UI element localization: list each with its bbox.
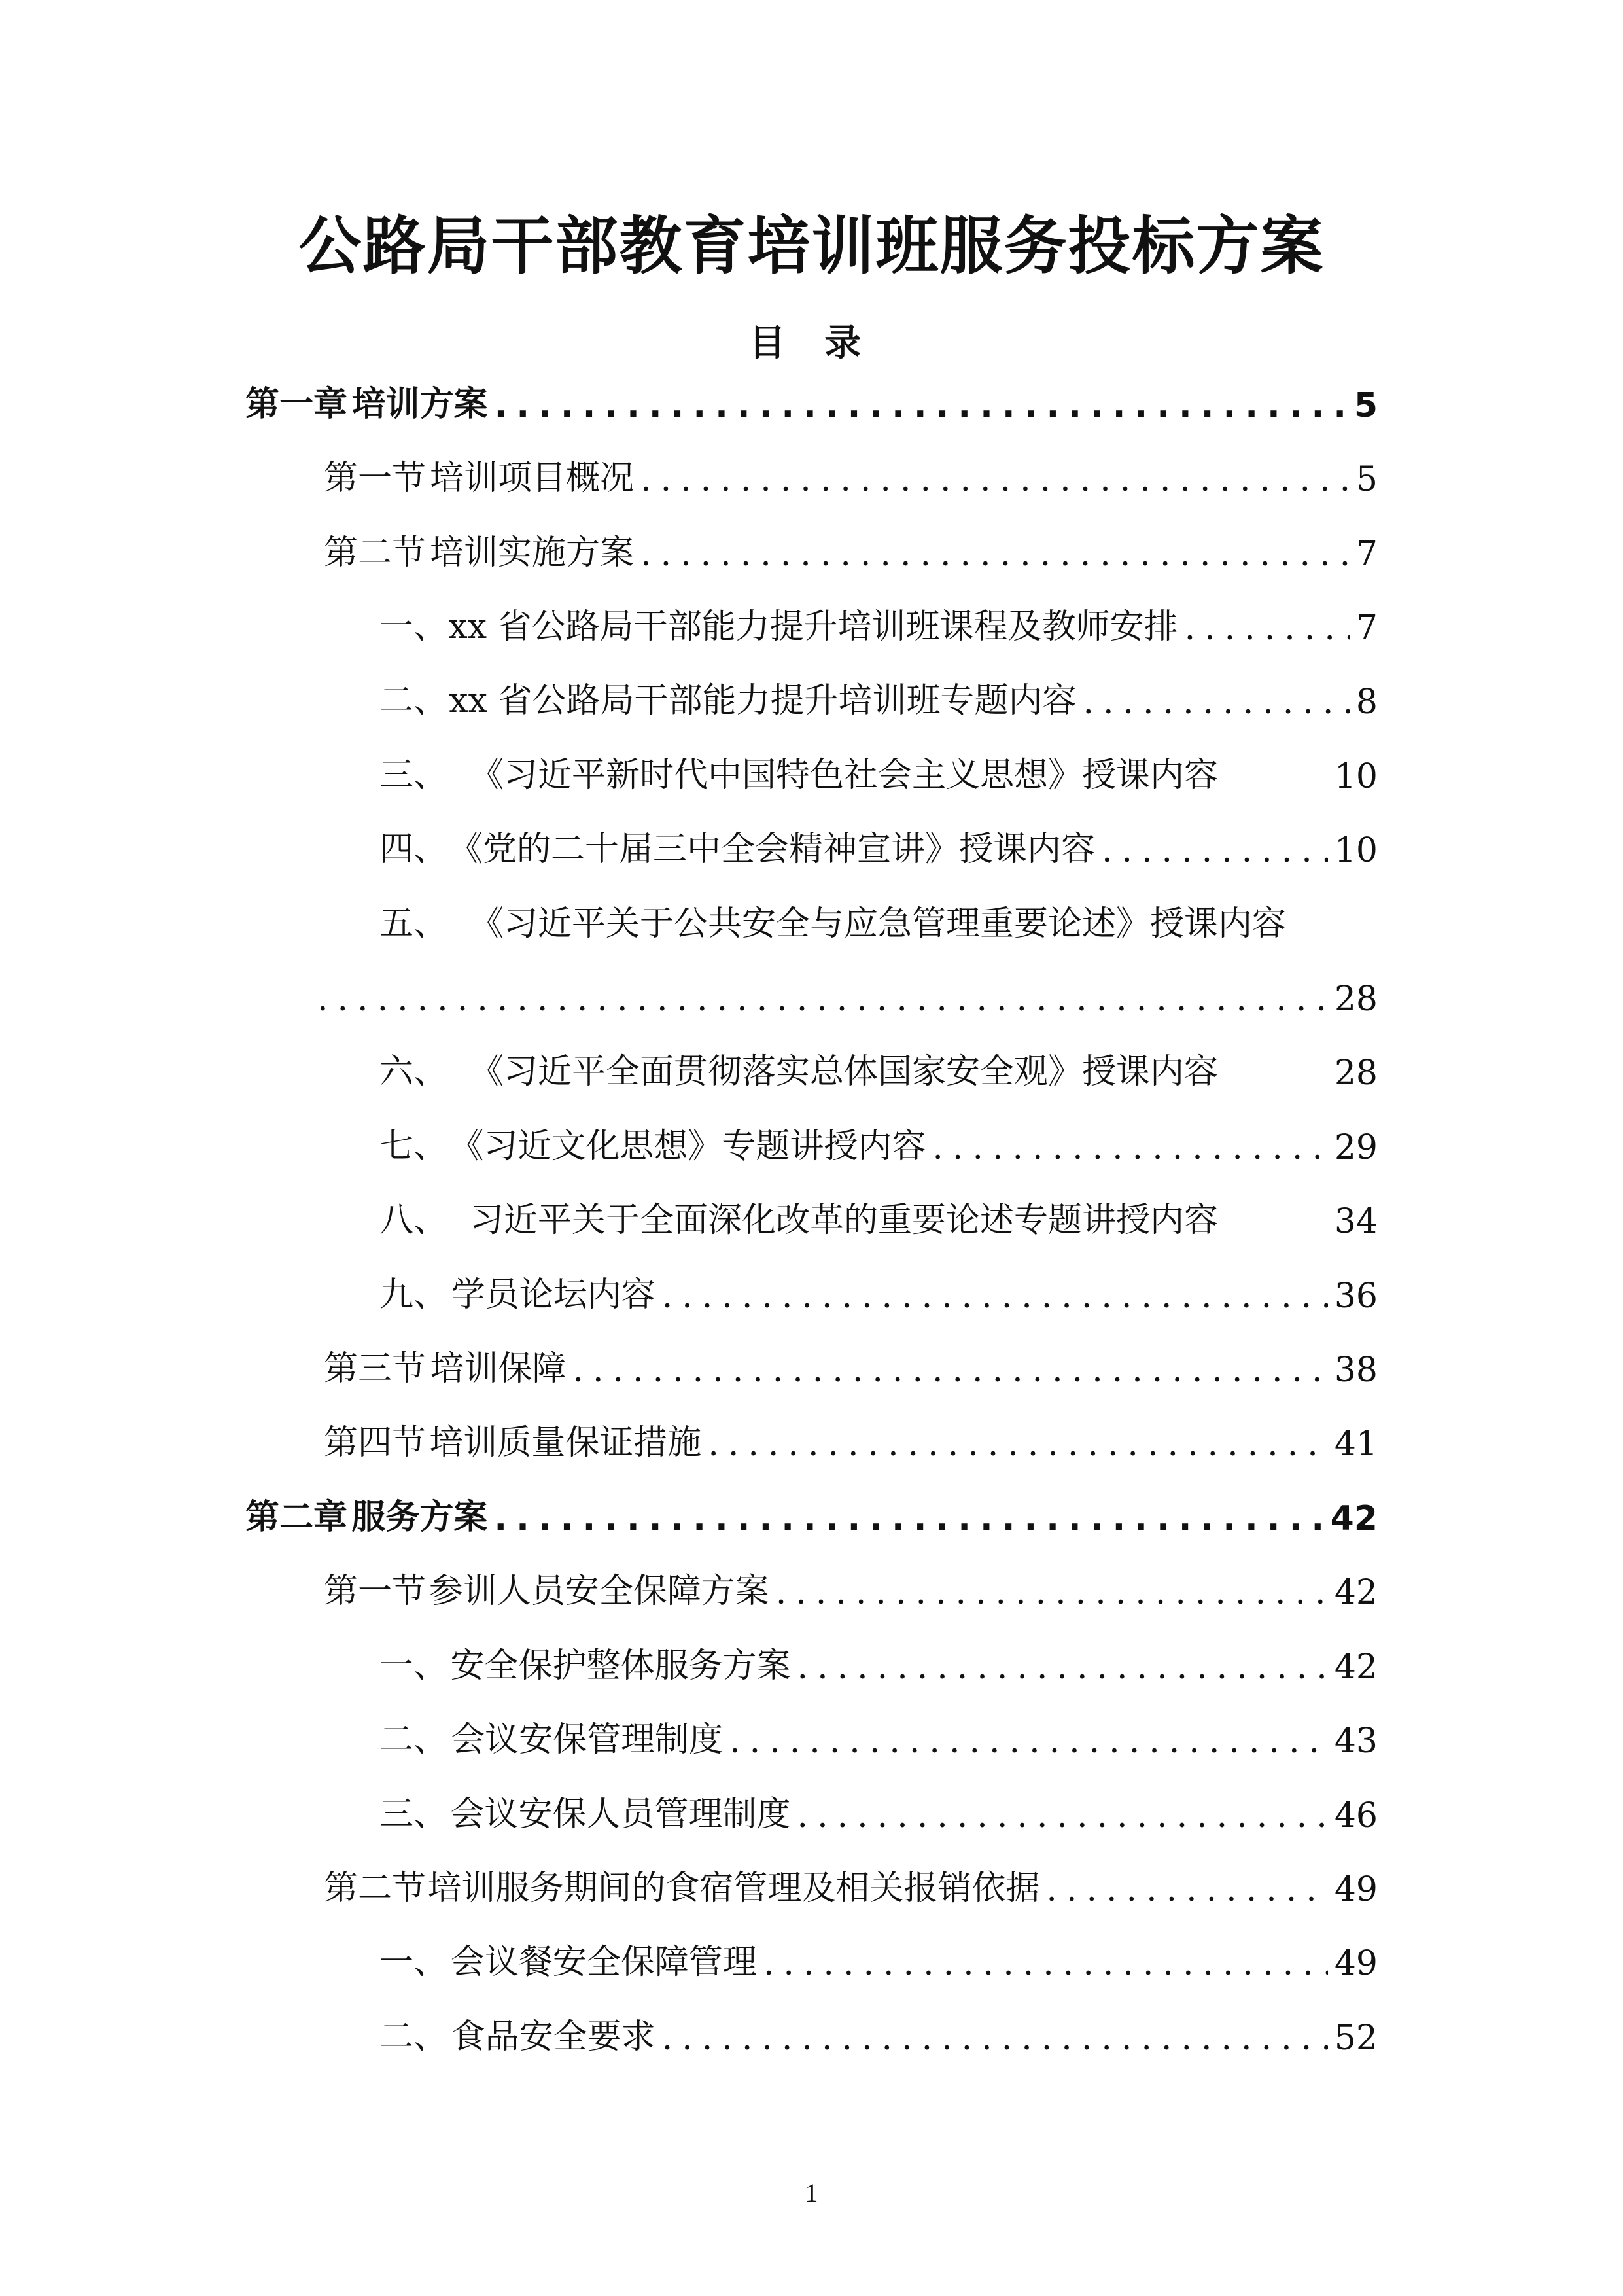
- toc-page-number: 29: [1334, 1128, 1378, 1167]
- toc-entry-chapter-1[interactable]: 第一章 培训方案 ..... 5: [245, 373, 1378, 425]
- page-number-footer: 1: [805, 2178, 818, 2208]
- toc-heading: 目 录: [748, 322, 875, 364]
- toc-page-number: 49: [1334, 1870, 1378, 1909]
- dot-leader: [494, 1499, 1323, 1538]
- toc-entry-item[interactable]: 七、 《习近文化思想》专题讲授内容 ..... 29: [379, 1115, 1378, 1167]
- document-title: 公路局干部教育培训班服务投标方案: [298, 209, 1325, 283]
- toc-entry-item[interactable]: 三、 会议安保人员管理制度 ..... 46: [379, 1783, 1378, 1835]
- toc-page-number: 43: [1334, 1722, 1378, 1761]
- toc-page-number: 7: [1355, 535, 1378, 574]
- toc-page-number: 36: [1334, 1277, 1378, 1316]
- dot-leader: [640, 535, 1350, 574]
- toc-page-number: 10: [1334, 831, 1378, 870]
- dot-leader: [729, 1722, 1328, 1761]
- dot-leader: [763, 1944, 1328, 1983]
- toc-entry-item[interactable]: 一、 xx 省公路局干部能力提升培训班课程及教师安排 ..... 7: [379, 595, 1378, 648]
- dot-leader: [776, 1573, 1328, 1612]
- toc-page-number: 42: [1334, 1573, 1378, 1612]
- toc-entry-item[interactable]: 一、 会议餐安全保障管理 ..... 49: [379, 1931, 1378, 1983]
- toc-entry-section[interactable]: 第四节 培训质量保证措施 ..... 41: [324, 1411, 1378, 1464]
- toc-entry-chapter-2[interactable]: 第二章 服务方案 ..... 42: [245, 1486, 1378, 1538]
- toc-page-number: 46: [1334, 1796, 1378, 1835]
- dot-leader: [572, 1351, 1327, 1390]
- toc-page-number: 41: [1334, 1424, 1378, 1464]
- toc-entry-item[interactable]: 八、 习近平关于全面深化改革的重要论述专题讲授内容 34: [379, 1201, 1378, 1241]
- toc-page-number: 28: [1334, 1053, 1378, 1093]
- dot-leader: [662, 1277, 1328, 1316]
- toc-entry-section[interactable]: 第一节 参训人员安全保障方案 ..... 42: [324, 1560, 1378, 1612]
- toc-entry-item[interactable]: 九、 学员论坛内容 ..... 36: [379, 1263, 1378, 1316]
- toc-page-number: 28: [1334, 980, 1378, 1019]
- toc-entry-item[interactable]: 二、 食品安全要求 ..... 52: [379, 2005, 1378, 2058]
- dot-leader: [495, 386, 1348, 425]
- toc-entry-section[interactable]: 第三节 培训保障 ..... 38: [324, 1337, 1378, 1390]
- dot-leader: [708, 1424, 1328, 1464]
- toc-page-number: 10: [1334, 757, 1378, 796]
- dot-leader: [797, 1648, 1328, 1687]
- dot-leader: [662, 2019, 1328, 2058]
- toc-page-number: 38: [1334, 1351, 1378, 1390]
- toc-entry-section[interactable]: 第二节 培训服务期间的食宿管理及相关报销依据 ..... 49: [324, 1857, 1378, 1909]
- toc-entry-item[interactable]: 二、 xx 省公路局干部能力提升培训班专题内容 ..... 8: [379, 669, 1378, 722]
- toc-entry-item[interactable]: 六、 《习近平全面贯彻落实总体国家安全观》授课内容 28: [379, 1052, 1378, 1093]
- toc-entry-item[interactable]: 五、 《习近平关于公共安全与应急管理重要论述》授课内容: [379, 904, 1287, 944]
- toc-page-number: 5: [1353, 386, 1378, 425]
- toc-page-number: 7: [1355, 609, 1378, 648]
- dot-leader: [1102, 831, 1328, 870]
- dot-leader: [1046, 1870, 1327, 1909]
- toc-page-number: 42: [1330, 1499, 1378, 1538]
- dot-leader: [1083, 682, 1349, 722]
- toc-page-number: 42: [1334, 1648, 1378, 1687]
- toc-page-number: 52: [1334, 2019, 1378, 2058]
- dot-leader: [317, 980, 1328, 1019]
- toc-page-number: 34: [1334, 1202, 1378, 1241]
- toc-entry-item[interactable]: 四、 《党的二十届三中全会精神宣讲》授课内容 ..... 10: [379, 818, 1378, 870]
- toc-page-number: 8: [1355, 682, 1378, 722]
- dot-leader: [1185, 609, 1350, 648]
- dot-leader: [797, 1796, 1328, 1835]
- toc-entry-item[interactable]: 二、 会议安保管理制度 ..... 43: [379, 1708, 1378, 1761]
- dot-leader: [640, 460, 1350, 499]
- toc-page-number: 49: [1334, 1944, 1378, 1983]
- toc-entry-section[interactable]: 第一节 培训项目概况 ..... 5: [324, 447, 1378, 499]
- toc-entry-continuation[interactable]: [317, 966, 1378, 1019]
- toc-page-number: 5: [1355, 460, 1378, 499]
- dot-leader: [932, 1128, 1327, 1167]
- toc-entry-section[interactable]: 第二节 培训实施方案 ..... 7: [324, 521, 1378, 574]
- toc-entry-item[interactable]: 三、 《习近平新时代中国特色社会主义思想》授课内容 10: [379, 756, 1378, 796]
- toc-entry-item[interactable]: 一、 安全保护整体服务方案 ..... 42: [379, 1634, 1378, 1687]
